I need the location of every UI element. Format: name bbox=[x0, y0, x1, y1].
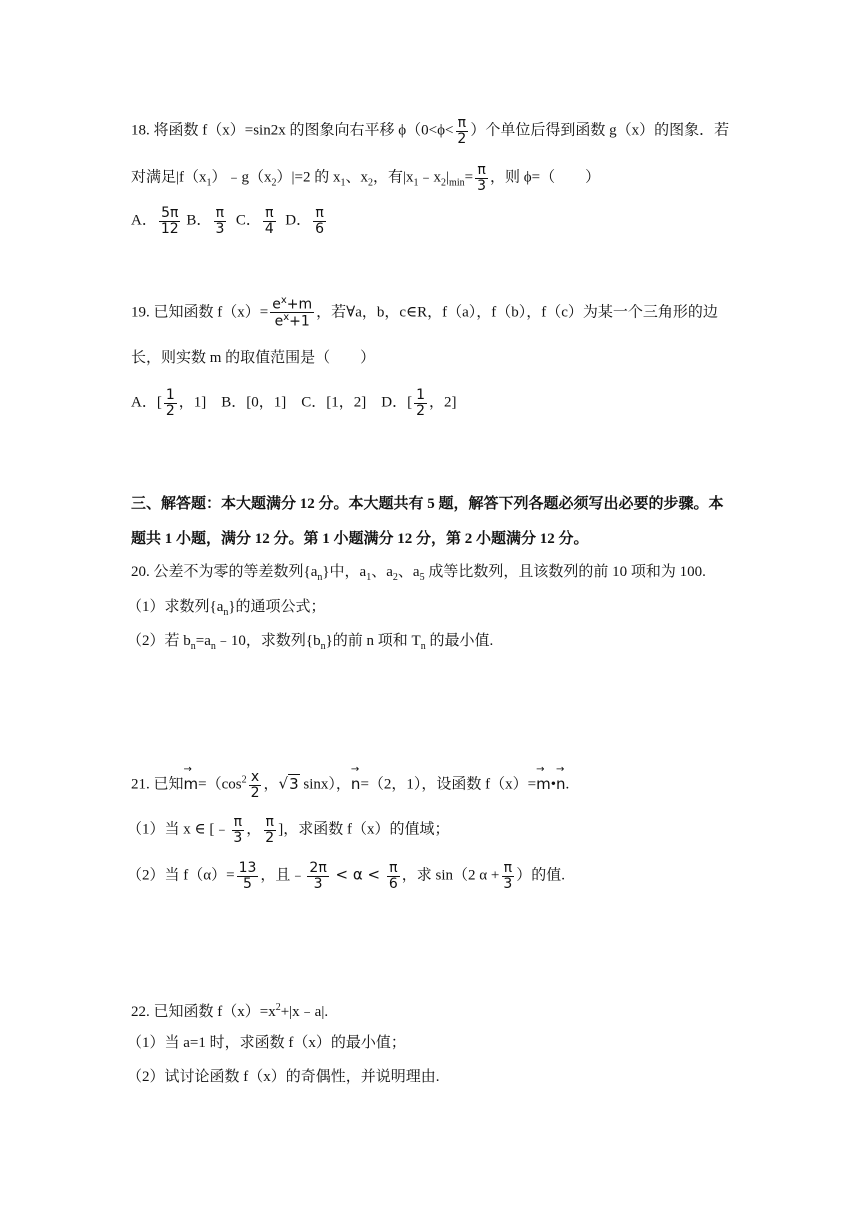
q20-part1: （1）求数列$\{a_n\}$的通项公式； bbox=[127, 599, 326, 618]
option-c-label: C．[1，2] bbox=[301, 394, 367, 411]
vector-n: → n bbox=[350, 763, 361, 793]
option-c-label: C． bbox=[235, 212, 261, 229]
fraction-13-over-5: $\frac{13}{5}$ bbox=[238, 860, 257, 892]
q18-line1 bbox=[131, 116, 729, 146]
q18-text: ）个单位后得到函数 g（x）的图象．若 bbox=[470, 122, 730, 139]
q22-part1: （1）当 a=1 时，求函数 f（x）的最小值； bbox=[127, 1035, 406, 1051]
fraction-x-over-2: $\frac{x}{2}$ bbox=[250, 769, 260, 801]
sqrt-3: √3 bbox=[278, 774, 299, 793]
option-b-label: B．[0，1] bbox=[221, 394, 287, 411]
vector-m: → m bbox=[183, 763, 199, 793]
vector-m: → m bbox=[536, 763, 551, 793]
q18-options bbox=[131, 206, 328, 236]
section-heading-line1: 三、解答题：本大题满分 12 分。本大题共有 5 题，解答下列各题必须写出必要的步骤。本 bbox=[131, 496, 724, 512]
option-a-fraction: $\frac{5\pi}{12}$ bbox=[160, 205, 179, 237]
option-d-label: D． bbox=[285, 212, 312, 229]
option-b-label: B． bbox=[186, 212, 212, 229]
q22-part2: （2）试讨论函数 f（x）的奇偶性，并说明理由. bbox=[127, 1069, 440, 1085]
q21-part2: （2）当 f（α）= $\frac{13}{5}$ ，且﹣ $\frac{2\pi}{3}$ < α < $\frac{\pi}{6}$ ，求 sin（2 α + $\frac{\pi}{3}$ ）的值. bbox=[127, 860, 566, 892]
q18-text: 18. 将函数 f（x）=sin2x 的图象向右平移 ϕ（0<ϕ< bbox=[131, 122, 454, 139]
q19-line2: 长，则实数 m 的取值范围是（ ） bbox=[131, 350, 376, 366]
section-heading-line2: 题共 1 小题，满分 12 分。第 1 小题满分 12 分，第 2 小题满分 12 分。 bbox=[131, 531, 589, 547]
q21-part1: （1）当 x ∈ [﹣ $\frac{\pi}{3}$ ， $\frac{\pi}{2}$ ]，求函数 f（x）的值域； bbox=[127, 814, 450, 846]
fraction-half: $\frac{1}{2}$ bbox=[416, 387, 425, 419]
fraction-pi-over-2: $\frac{\pi}{2}$ bbox=[457, 115, 467, 147]
q20-line1: 20. 公差不为零的等差数列$\{a_n\}$中，$a_1$、$a_2$、$a_5$ 成等比数列，且该数列的前 10 项和为 100. bbox=[131, 564, 706, 583]
vector-n: → n bbox=[556, 763, 566, 793]
fraction-half: $\frac{1}{2}$ bbox=[165, 387, 175, 419]
fraction-pi-over-3: $\frac{\pi}{3}$ bbox=[477, 162, 486, 194]
option-b-fraction: $\frac{\pi}{3}$ bbox=[215, 205, 225, 237]
q18-line2: 对满足$|f(x_1)﹣g(x_2)|=2$ 的 $x_1$、$x_2$，有$|x_1﹣x_2|_{min}=$ $\frac{\pi}{3}$ ，则 ϕ=（ ） bbox=[131, 162, 601, 194]
option-c-fraction: $\frac{\pi}{4}$ bbox=[264, 205, 274, 237]
q21-line1: 21. 已知 → $m=(\cos^2$ $\frac{x}{2}$ ，√3 sinx）， → n=（2，1），设函数 f（x）= → m• → n. bbox=[131, 763, 570, 801]
fraction-pi-over-3: $\frac{\pi}{3}$ bbox=[503, 860, 513, 892]
q19-line1: 19. 已知函数 f（x）= $\frac{e^x+m}{e^x+1}$ ，若∀a，b，c∈R，f（a），f（b），f（c）为某一个三角形的边 bbox=[131, 295, 718, 330]
option-d-fraction: $\frac{\pi}{6}$ bbox=[315, 205, 325, 237]
q20-part2: （2）若 $b_n=a_n﹣10$，求数列$\{b_n\}$的前 n 项和 $T_n$ 的最小值. bbox=[127, 633, 494, 652]
option-a-label: A． bbox=[131, 212, 157, 229]
fraction-exp: $\frac{e^x+m}{e^x+1}$ bbox=[272, 295, 313, 330]
fraction-pi-over-3: $\frac{\pi}{3}$ bbox=[233, 814, 243, 846]
q22-line1: 22. 已知函数 $f(x)=x^2+|x﹣a|$. bbox=[131, 1002, 329, 1020]
fraction-pi-over-2: $\frac{\pi}{2}$ bbox=[265, 814, 275, 846]
fraction-2pi-over-3: $\frac{2\pi}{3}$ bbox=[309, 860, 327, 892]
fraction-pi-over-6: $\frac{\pi}{6}$ bbox=[388, 860, 398, 892]
q19-options: A．[ $\frac{1}{2}$ ，1] B．[0，1] C．[1，2] D．[ $\frac{1}{2}$ ，2] bbox=[131, 387, 457, 419]
